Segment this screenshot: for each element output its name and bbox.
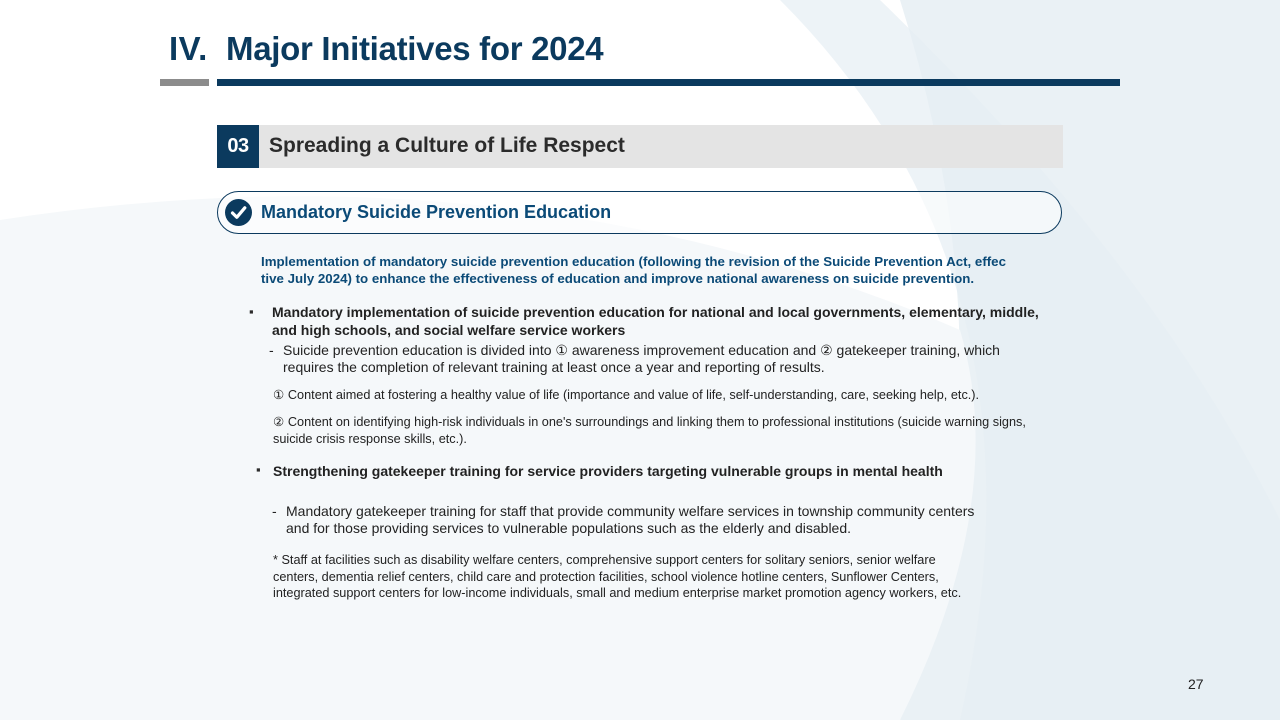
bullet-square-icon: ▪ [249, 304, 254, 319]
note-line: centers, dementia relief centers, child care and protection facilities, school violence hotline centers, Sunflower Centers, [273, 569, 939, 584]
sub-item-2 [286, 503, 1086, 537]
section-number-badge: 03 [217, 125, 259, 168]
check-circle-icon [225, 199, 252, 226]
check-mark-icon [225, 199, 252, 226]
note-line: * Staff at facilities such as disability welfare centers, comprehensive support centers for solitary seniors, senior welfare [273, 553, 936, 567]
sub-item-1 [283, 342, 1083, 376]
sub-item-line: Mandatory gatekeeper training for staff that provide community welfare services in township community centers [286, 503, 975, 519]
subsection-title: Mandatory Suicide Prevention Education [261, 202, 612, 222]
note-awareness: ① Content aimed at fostering a healthy value of life (importance and value of life, self-understanding, care, seeking help, etc.). [273, 388, 980, 402]
page-number: 27 [1188, 676, 1204, 692]
bullet-item-line: Mandatory implementation of suicide prevention education for national and local governments, elementary, middle, [272, 304, 1039, 320]
title-section-numeral: IV. [169, 30, 208, 67]
intro-paragraph [261, 253, 1061, 287]
sub-item-line: Suicide prevention education is divided into ① awareness improvement education and ② gatekeeper training, which [283, 342, 1000, 358]
note-facilities [273, 552, 1093, 602]
intro-line: tive July 2024) to enhance the effectiveness of education and improve national awareness on suicide prevention. [261, 271, 975, 286]
bullet-item-line: and high schools, and social welfare service workers [272, 322, 626, 338]
dash-marker: - [272, 503, 277, 519]
note-line: integrated support centers for low-income individuals, small and medium enterprise market promotion agency workers, etc. [273, 586, 962, 600]
title-rule [217, 79, 1120, 86]
bullet-item-2: Strengthening gatekeeper training for service providers targeting vulnerable groups in mental health [273, 463, 943, 479]
note-gatekeeper [273, 414, 1113, 447]
title-rule-accent [160, 79, 209, 86]
sub-item-line: requires the completion of relevant training at least once a year and reporting of results. [283, 359, 825, 375]
note-line: suicide crisis response skills, etc.). [273, 431, 467, 446]
note-line: ② Content on identifying high-risk individuals in one's surroundings and linking them to professional institutions (suicide warning signs, [273, 415, 1026, 429]
section-title: Spreading a Culture of Life Respect [269, 134, 625, 157]
bullet-item-1 [272, 303, 1092, 339]
dash-marker: - [269, 342, 274, 358]
sub-item-line: and for those providing services to vulnerable populations such as the elderly and disabled. [286, 520, 852, 536]
page-title: Major Initiatives for 2024 [226, 30, 604, 67]
bullet-square-icon: ▪ [256, 462, 261, 477]
intro-line: Implementation of mandatory suicide prevention education (following the revision of the Suicide Prevention Act, effec [261, 254, 1006, 269]
